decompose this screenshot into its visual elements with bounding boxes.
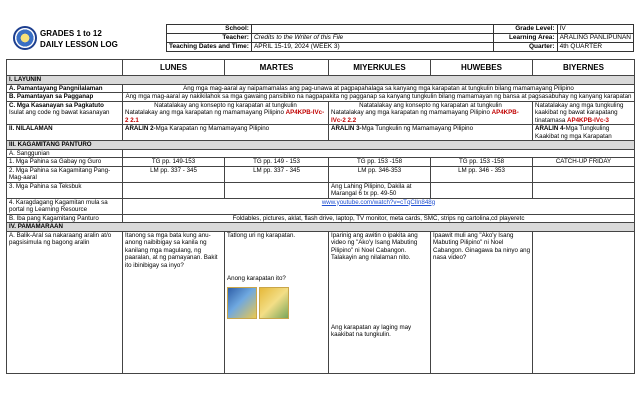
teacher-label: Teacher: xyxy=(167,34,252,43)
competency-number: 2.2 xyxy=(347,116,357,124)
day-martes: MARTES xyxy=(225,60,329,76)
row-kagamitang-pang-mag-aaral xyxy=(7,166,635,182)
row-pamantayan-pagganap xyxy=(7,93,635,102)
log-title xyxy=(40,28,118,50)
section-pamamaraan: IV. PAMAMARAAN xyxy=(7,223,635,232)
kag-lunes: LM pp. 337 - 345 xyxy=(123,166,225,182)
aralin-title: Mga Tungkulin ng Mamamayang Pilipino xyxy=(361,125,474,132)
row-label: II. NILALAMAN xyxy=(7,125,123,141)
competency-number: 2.1 xyxy=(130,116,139,124)
row-label: 1. Mga Pahina sa Gabay ng Guro xyxy=(7,158,123,167)
kag-huwebes: LM pp. 346 - 353 xyxy=(431,166,533,182)
row-text: Ang mga mag-aaral ay naipamamalas ang pag-unawa at pagpapahalaga sa kanyang mga karapatan at tungkulin bilang mamamayang Pilipino xyxy=(123,84,635,93)
quarter-label: Quarter: xyxy=(493,43,557,52)
row-nilalaman xyxy=(7,125,635,141)
gabay-huwebes: TG pp. 153 -158 xyxy=(431,158,533,167)
row-label: 2. Mga Pahina sa Kagamitang Pang-Mag-aaral xyxy=(7,166,123,182)
area-label: Learning Area: xyxy=(493,34,557,43)
deped-seal-icon xyxy=(13,26,37,50)
row-sanggunian xyxy=(7,149,635,158)
karapatan-picture-icon xyxy=(227,287,257,319)
row-text: Ang mga mag-aaral ay nakikilahok sa mga gawaing pansibiko na nagpapakita ng pagganap sa kanyang tungkulin bilang mamamayan ng bansa at pagsasabuhay ng kanyang karapatan xyxy=(123,93,635,102)
kasanayan-text: Natatalakay ang mga karapatan ng mamamayang Pilipino xyxy=(125,109,284,116)
row-empty xyxy=(123,149,635,158)
competency-code: AP4KPB-IVc-3 xyxy=(567,116,609,124)
gabay-miyerkules: TG pp. 153 -158 xyxy=(329,158,431,167)
row-teksbuk xyxy=(7,182,635,198)
competency-code: AP4KPB-IVc-2 xyxy=(331,109,519,124)
aralin-title: Mga Karapatan ng Mamamayang Pilipino xyxy=(155,125,270,132)
row-text: Foldables, pictures, aklat, flash drive, laptop, TV monitor, meta cards, SMC, strips ng cartolina,cd playeretc xyxy=(123,214,635,223)
gabay-lunes: TG pp. 149-153 xyxy=(123,158,225,167)
competency-code: AP4KPB-IVc-2 xyxy=(125,109,325,124)
grades-line: GRADES 1 to 12 xyxy=(40,29,102,38)
school-label: School: xyxy=(167,25,252,34)
grade-label: Grade Level: xyxy=(493,25,557,34)
row-iba-pang-kagamitan xyxy=(7,214,635,223)
lesson-table xyxy=(6,59,635,374)
row-label: A. Pamantayang Pangnilalaman xyxy=(7,84,123,93)
area-value: ARALING PANLIPUNAN xyxy=(557,34,633,43)
teks-martes xyxy=(225,182,329,198)
balik-martes xyxy=(225,231,329,373)
day-lunes: LUNES xyxy=(123,60,225,76)
teks-lunes xyxy=(123,182,225,198)
row-karagdagang-kagamitan xyxy=(7,198,635,214)
section-kagamitan: III. KAGAMITANG PANTURO xyxy=(7,141,635,150)
day-biyernes: BIYERNES xyxy=(533,60,635,76)
corner-cell xyxy=(7,60,123,76)
aralin-number: ARALIN 2- xyxy=(125,125,156,132)
kasanayan-sub: Isulat ang code ng bawat kasanayan xyxy=(9,109,110,116)
balik-miyerkules-note: Ang karapatan ay laging may kaakibat na tungkulin. xyxy=(331,323,412,338)
balik-miyerkules-text: Iparinig ang awitin o ipakita ang video ng "Ako'y Isang Mabuting Pilipino" ni Noel Cabangon. Talakayin ang nilalaman nito. xyxy=(331,231,418,261)
youtube-link[interactable]: www.youtube.com/watch?v=cTqClIn848g xyxy=(321,198,436,206)
row-label: B. Iba pang Kagamitang Panturo xyxy=(7,214,123,223)
meta-table xyxy=(166,24,634,52)
day-miyerkules: MIYERKULES xyxy=(329,60,431,76)
row-label: 4. Karagdagang Kagamitan mula sa portal ng Learning Resource xyxy=(7,198,123,214)
day-huwebes: HUWEBES xyxy=(431,60,533,76)
balik-miyerkules xyxy=(329,231,431,373)
kasanayan-text: Natatalakay ang konsepto ng karapatan at tungkulin xyxy=(154,101,297,109)
school-value xyxy=(251,25,493,34)
kasanayan-text: Natatalakay ang konsepto ng karapatan at tungkulin xyxy=(359,101,502,109)
teacher-value: Credits to the Writer of this File xyxy=(251,34,493,43)
row-label: A. Balik-Aral sa nakaraang aralin at/o pagsisimula ng bagong aralin xyxy=(7,231,123,373)
nilalaman-huwebes xyxy=(533,125,635,141)
balik-martes-question: Anong karapatan ito? xyxy=(227,275,286,282)
row-label: 3. Mga Pahina sa Teksbuk xyxy=(7,182,123,198)
kag-miyerkules: LM pp. 346-353 xyxy=(329,166,431,182)
grade-value: IV xyxy=(557,25,633,34)
spacer xyxy=(331,262,428,324)
aralin-title: Mga Tungkuling Kaakibat ng mga Karapatan xyxy=(535,125,612,140)
row-balik-aral xyxy=(7,231,635,373)
row-label: A. Sanggunian xyxy=(7,149,123,158)
balik-biyernes xyxy=(533,231,635,373)
title-line: DAILY LESSON LOG xyxy=(40,40,118,49)
dates-value: APRIL 15-19, 2024 (WEEK 3) xyxy=(251,43,493,52)
kasanayan-biyernes xyxy=(533,101,635,125)
kasanayan-text: Natatalakay ang mga tungkuling kaakibat ng bawat karapatang tinatamasa xyxy=(535,101,624,124)
balik-martes-text: Tatlong uri ng karapatan. xyxy=(227,231,296,239)
quarter-value: 4th QUARTER xyxy=(557,43,633,52)
kasanayan-miyerkules xyxy=(329,101,533,125)
aralin-number: ARALIN 4- xyxy=(535,125,566,132)
karapatan-picture-icon xyxy=(259,287,289,319)
teks-huwebes xyxy=(431,182,533,198)
kasanayan-text: Natatalakay ang mga karapatan ng mamamayang Pilipino xyxy=(331,109,490,116)
spacer xyxy=(227,239,326,275)
gabay-biyernes: CATCH-UP FRIDAY xyxy=(533,158,635,167)
karag-cell xyxy=(123,198,635,214)
row-kasanayan xyxy=(7,101,635,125)
balik-lunes: Itanong sa mga bata kung anu-anong naibibigay sa kanila ng kanilang mga magulang, ng paaralan, at ng pamayanan. Bakit ito ibinibigay sa inyo? xyxy=(123,231,225,373)
row-pamantayang-pangnilalaman xyxy=(7,84,635,93)
kag-martes: LM pp. 337 - 345 xyxy=(225,166,329,182)
aralin-number: ARALIN 3- xyxy=(331,125,362,132)
row-label xyxy=(7,101,123,125)
dates-label: Teaching Dates and Time: xyxy=(167,43,252,52)
teks-biyernes xyxy=(533,182,635,198)
row-gabay xyxy=(7,158,635,167)
kasanayan-title: C. Mga Kasanayan sa Pagkatuto xyxy=(9,101,104,109)
day-header-row xyxy=(7,60,635,76)
balik-huwebes: Ipaawit muli ang "Ako'y Isang Mabuting Pilipino" ni Noel Cabangon. Ginagawa ba ninyo ang nasa video? xyxy=(431,231,533,373)
teks-miyerkules: Ang Lahing Pilipino, Dakila at Marangal 6 tx pp. 49-50 xyxy=(329,182,431,198)
kag-biyernes xyxy=(533,166,635,182)
karapatan-pictures xyxy=(227,287,326,319)
kasanayan-lunes xyxy=(123,101,329,125)
section-layunin: I. LAYUNIN xyxy=(7,76,635,85)
row-label: B. Pamantayan sa Pagganap xyxy=(7,93,123,102)
nilalaman-lunes xyxy=(123,125,329,141)
nilalaman-miyerkules xyxy=(329,125,533,141)
gabay-martes: TG pp. 149 - 153 xyxy=(225,158,329,167)
